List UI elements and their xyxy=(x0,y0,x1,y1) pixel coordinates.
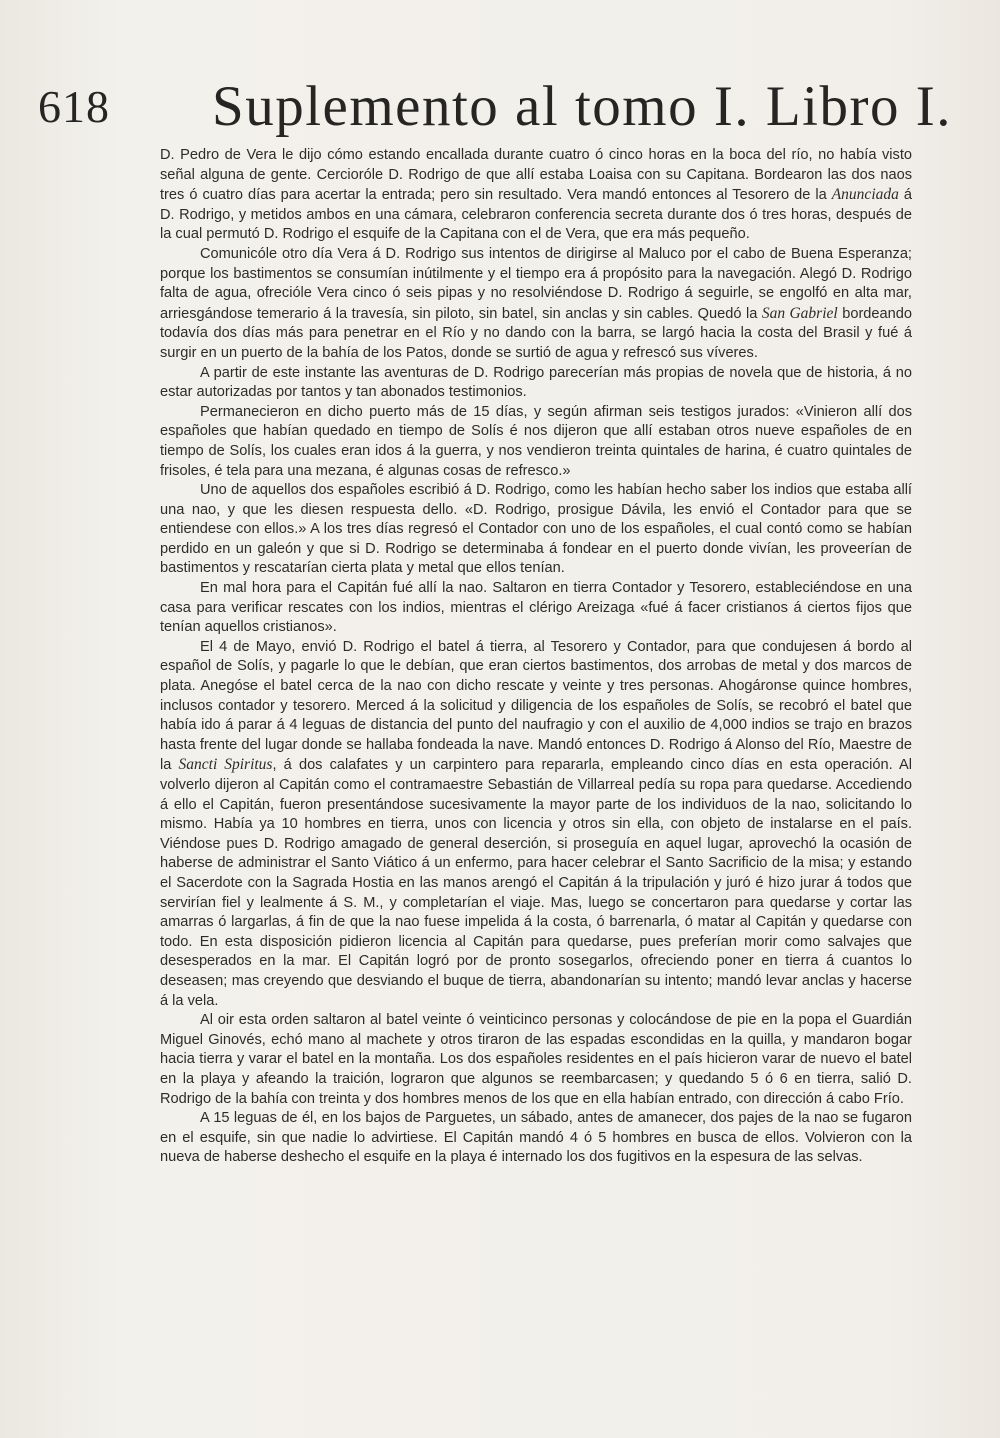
body-text xyxy=(160,146,912,1168)
text-run: A partir de este instante las aventuras de D. Rodrigo parecerían más propias de novela que de historia, á no estar autorizadas por tantos y tan abonados testimonios. xyxy=(160,364,912,401)
page-header xyxy=(38,60,952,146)
text-run: bordeando todavía dos días más para penetrar en el Río y no dando con la barra, se largó hacia la costa del Brasil y fué á surgir en un puerto de la bahía de los Patos, donde se surtió de agua y refrescó sus víveres. xyxy=(160,305,913,361)
paragraph xyxy=(160,1109,912,1168)
paragraph xyxy=(160,579,912,638)
paragraph xyxy=(160,245,912,364)
text-run: El 4 de Mayo, envió D. Rodrigo el batel á tierra, al Tesorero y Contador, para que condujesen á bordo al español de Solís, y pagarle lo que le debían, que eran ciertos bastimentos, dos arrobas de metal y dos marcos de plata. Anegóse el batel cerca de la nao con dicho rescate y veinte y tres personas. Ahogáronse quince hombres, inclusos contador y tesorero. Merced á la solicitud y diligencia de los españoles de Solís, se recobró el batel que había ido á parar á 4 leguas de distancia del punto del naufragio y con el auxilio de 4,000 indios se trajo en brazos hasta frente del lugar donde se hallaba fondeada la nave. Mandó entonces D. Rodrigo á Alonso del Río, Maestre de la xyxy=(160,638,912,774)
text-run: En mal hora para el Capitán fué allí la nao. Saltaron en tierra Contador y Tesorero, estableciéndose en una casa para verificar rescates con los indios, mientras el clérigo Areizaga «fué á facer cristianos á ciertos fijos que tenían aquellos cristianos». xyxy=(160,580,912,636)
paragraph xyxy=(160,481,912,579)
page-number: 618 xyxy=(38,81,110,132)
paragraph xyxy=(160,364,912,403)
ship-name-anunciada: Anunciada xyxy=(831,186,899,204)
running-title: Suplemento al tomo I. Libro I. xyxy=(212,75,952,138)
text-run: Permanecieron en dicho puerto más de 15 días, y según afirman seis testigos jurados: «Vinieron allí dos españoles que habían quedado en tiempo de Solís é nos dijeron que allí estaban otros nueve españoles de en tiempo de Solís, los cuales eran idos á la guerra, y nos vendieron treinta quintales de harina, é cuatro quintales de frisoles, é tela para una mezana, é algunas cosas de refresco.» xyxy=(160,403,912,479)
text-run: á D. Rodrigo, y metidos ambos en una cámara, celebraron conferencia secreta durante dos ó tres horas, después de la cual permutó D. Rodrigo el esquife de la Capitana con el de Vera, que era más pequeño. xyxy=(160,187,913,243)
paragraph xyxy=(160,638,912,1011)
text-run: A 15 leguas de él, en los bajos de Parguetes, un sábado, antes de amanecer, dos pajes de la nao se fugaron en el esquife, sin que nadie lo advirtiese. El Capitán mandó 4 ó 5 hombres en busca de ellos. Volvieron con la nueva de haberse deshecho el esquife en la playa é internado los dos fugitivos en la espesura de las selvas. xyxy=(160,1110,912,1166)
paragraph xyxy=(160,403,912,481)
text-run: , á dos calafates y un carpintero para repararla, empleando cinco días en esta operación. Al volverlo dijeron al Capitán como el contramaestre Sebastián de Villarreal pedía su ropa para quedarse. Accediendo á ello el Capitán, fueron presentándose sucesivamente la mayor parte de los individuos de la nao, solicitando lo mismo. Había ya 10 hombres en tierra, unos con licencia y otros sin ella, con objeto de instalarse en el país. Viéndose pues D. Rodrigo amagado de general deserción, si proseguía en aquel lugar, aprovechó la ocasión de haberse de administrar el Santo Viático á un enfermo, para hacer celebrar el Santo Sacrificio de la misa; y estando el Sacerdote con la Sagrada Hostia en las manos arengó el Capitán á la tripulación y juró é hizo jurar á todos que servirían fiel y lealmente á S. M., y completarían el viaje. Mas, luego se concertaron para quedarse y cortar las amarras ó largarlas, á fin de que la nao fuese impelida á la costa, ó barrenarla, ó matar al Capitán y quedarse con todo. En esta disposición pidieron licencia al Capitán para quedarse, pues preferían morir como salvajes que desesperados en la mar. El Capitán logró por de pronto sosegarlos, ofreciendo poner en tierra á cuantos lo deseasen; mas creyendo que desviando el buque de tierra, abandonarían su intento; mandó levar anclas y hacerse á la vela. xyxy=(160,757,912,1009)
text-run: Uno de aquellos dos españoles escribió á D. Rodrigo, como les habían hecho saber los indios que estaba allí una nao, y que les diesen respuesta dello. «D. Rodrigo, prosigue Dávila, les envió el Contador para que se entiendese con ellos.» A los tres días regresó el Contador con uno de los españoles, el cual contó como se habían perdido en un galeón y que si D. Rodrigo se determinaba á fondear en el puerto donde vivían, les proveerían de bastimentos y rescatarían cierta plata y metal que ellos tenían. xyxy=(160,482,912,577)
paragraph xyxy=(160,146,912,245)
text-run: D. Pedro de Vera le dijo cómo estando encallada durante cuatro ó cinco horas en la boca del río, no había visto señal alguna de gente. Cercioróle D. Rodrigo de que allí estaba Loaisa con su Capitana. Bordearon las dos naos tres ó cuatro días para acertar la entrada; pero sin resultado. Vera mandó entonces al Tesorero de la xyxy=(160,147,912,204)
text-run: Al oir esta orden saltaron al batel veinte ó veinticinco personas y colocándose de pie en la popa el Guardián Miguel Ginovés, echó mano al machete y otros tiraron de las espadas escondidas en la quilla, y mandaron bogar hacia tierra y varar el batel en la montaña. Los dos españoles residentes en el país hicieron varar de nuevo el batel en la playa y afeando la traición, lograron que algunos se reembarcasen; y quedando 5 ó 6 en tierra, salió D. Rodrigo de la bahía con treinta y dos hombres menos de los que en ella habían entrado, con dirección á cabo Frío. xyxy=(160,1012,912,1107)
ship-name-sancti-spiritus: Sancti Spiritus xyxy=(178,756,273,774)
text-run: Comunicóle otro día Vera á D. Rodrigo sus intentos de dirigirse al Maluco por el cabo de Buena Esperanza; porque los bastimentos se consumían inútilmente y el tiempo era á propósito para la navegación. Alegó D. Rodrigo falta de agua, ofrecióle Vera cinco ó seis pipas y no resolviéndose D. Rodrigo á seguirle, se engolfó en alta mar, arriesgándose temerario á la travesía, sin piloto, sin batel, sin anclas y sin cables. Quedó la xyxy=(160,245,912,322)
ship-name-san-gabriel: San Gabriel xyxy=(761,304,838,322)
paragraph xyxy=(160,1011,912,1109)
